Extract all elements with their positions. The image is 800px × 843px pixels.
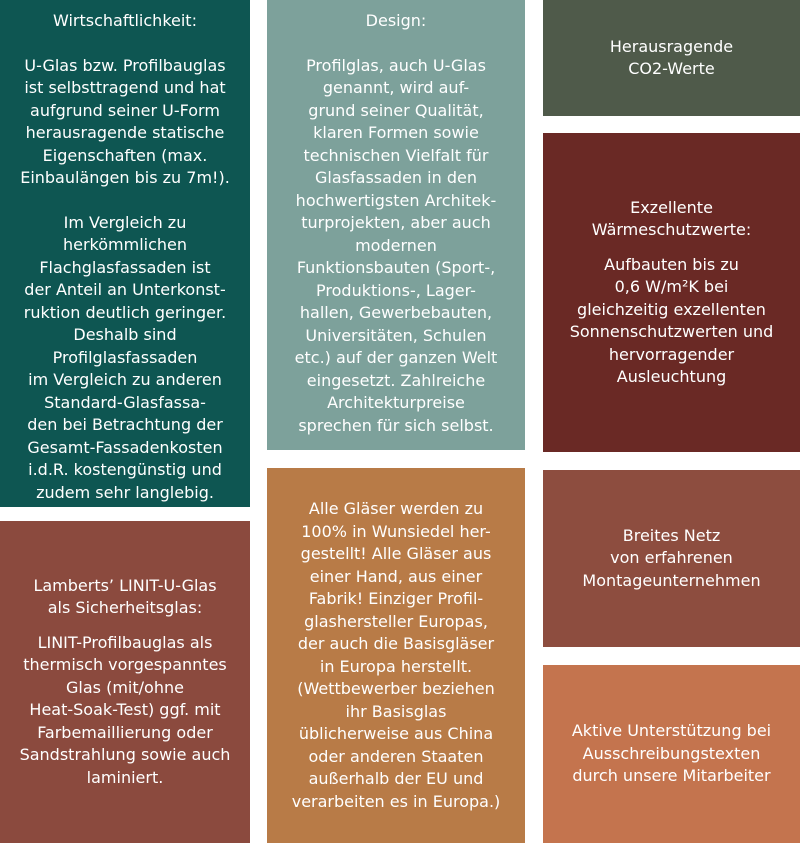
- tile-co2-text: Herausragende CO2-Werte: [609, 36, 734, 78]
- tile-economy: [0, 0, 250, 507]
- tile-safety-glass: [0, 521, 250, 843]
- tile-made-body: Alle Gläser werden zu 100% in Wunsiedel her- gestellt! Alle Gläser aus einer Hand, aus einer Fabrik! Einziger Profil- glashersteller Europas, der auch die Basisgläser in Europa herstellt. (Wettbewerber beziehen ihr Basisglas üblicherweise aus China oder anderen Staaten außerhalb der EU und verarbeiten es in Europa.): [291, 499, 501, 811]
- tile-economy-paragraph-1: U-Glas bzw. Profilbauglas ist selbsttragend und hat aufgrund seiner U-Form herausragende statische Eigenschaften (max. Einbaulängen bis zu 7m!).: [20, 55, 230, 187]
- tile-support-text: Aktive Unterstützung bei Ausschreibungstexten durch unsere Mitarbeiter: [571, 721, 772, 786]
- tile-co2: [543, 0, 800, 116]
- tile-safety-heading: Lamberts’ LINIT-U-Glas als Sicherheitsglas:: [33, 575, 217, 618]
- tile-installer-network: [543, 470, 800, 647]
- tile-safety-body: LINIT-Profilbauglas als thermisch vorgespanntes Glas (mit/ohne Heat-Soak-Test) ggf. mit Farbemaillierung oder Sandstrahlung sowie auch laminiert.: [19, 632, 231, 787]
- tile-thermal-body: Aufbauten bis zu 0,6 W/m²K bei gleichzeitig exzellenten Sonnenschutzwerten und hervorragender Ausleuchtung: [569, 254, 774, 386]
- tile-economy-paragraph-2: Im Vergleich zu herkömmlichen Flachglasfassaden ist der Anteil an Unterkonst- ruktion deutlich geringer. Deshalb sind Profilglasfassaden im Vergleich zu anderen Standard-Glasfassa- den bei Betrachtung der Gesamt-Fassadenkosten i.d.R. kostengünstig und zudem sehr langlebig.: [23, 212, 227, 502]
- tile-thermal-insulation: [543, 133, 800, 452]
- tile-network-text: Breites Netz von erfahrenen Montageunternehmen: [582, 525, 761, 590]
- tile-design-heading: Design:: [365, 11, 427, 30]
- tile-thermal-heading: Exzellente Wärmeschutzwerte:: [591, 197, 752, 239]
- tile-economy-heading: Wirtschaftlichkeit:: [53, 11, 197, 30]
- tile-design: [267, 0, 525, 450]
- tile-made-in-wunsiedel: [267, 468, 525, 843]
- tile-tender-support: [543, 665, 800, 843]
- tile-design-body: Profilglas, auch U-Glas genannt, wird auf- grund seiner Qualität, klaren Formen sowie technischen Vielfalt für Glasfassaden in den hochwertigsten Architek- turprojekten, aber auch modernen Funktionsbauten (Sport-, Produktions-, Lager- hallen, Gewerbebauten, Universitäten, Schulen etc.) auf der ganzen Welt eingesetzt. Zahlreiche Architekturpreise sprechen für sich selbst.: [294, 55, 498, 435]
